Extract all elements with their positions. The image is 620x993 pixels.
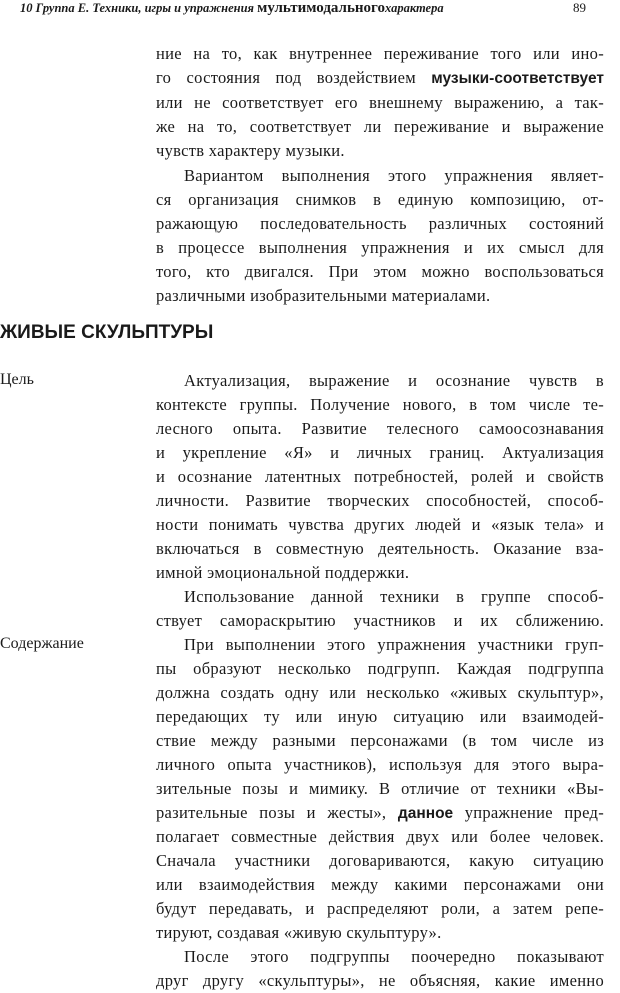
text-line: ражающую последовательность различных состояний	[156, 214, 604, 233]
text-line: включаться в совместную деятельность. Оказание вза-	[156, 539, 604, 558]
text-line: передающих ту или иную ситуацию или взаимодей-	[156, 707, 604, 726]
text-line: Вариантом выполнения этого упражнения являет-	[184, 166, 604, 185]
text-line: пы образуют несколько подгрупп. Каждая подгруппа	[156, 659, 604, 678]
text-line: чувств характеру музыки.	[156, 141, 345, 160]
text-line: Использование данной техники в группе способ-	[184, 587, 604, 606]
text-line: тируют, создавая «живую скульптуру».	[156, 923, 442, 942]
text-line: личного опыта участников), используя для этого выра-	[156, 755, 604, 774]
text-line: полагает совместные действия двух или более человек.	[156, 827, 604, 846]
text-line: Сначала участники договариваются, какую ситуацию	[156, 851, 604, 870]
text-line: имной эмоциональной поддержки.	[156, 563, 410, 582]
text-line: ние на то, как внутреннее переживание того или ино-	[156, 44, 604, 63]
text-line: или взаимодействия между какими персонажами они	[156, 875, 604, 894]
goal-label: Цель	[0, 371, 34, 388]
text-line: различными изобразительными материалами.	[156, 286, 491, 305]
page-number: 89	[573, 0, 586, 15]
text-line: личности. Развитие творческих способностей, способ-	[156, 491, 604, 510]
text-line: го состояния под воздействием музыки-соответствует	[156, 68, 604, 87]
text-line: лесного опыта. Развитие телесного самоосознавания	[156, 419, 604, 438]
section-title: ЖИВЫЕ СКУЛЬПТУРЫ	[0, 322, 214, 343]
text-line: При выполнении этого упражнения участники груп-	[184, 635, 604, 654]
text-line: ности понимать чувства других людей и «язык тела» и	[156, 515, 604, 534]
text-line: того, кто двигался. При этом можно воспользоваться	[156, 262, 604, 281]
text-line: зительные позы и мимику. В отличие от техники «Вы-	[156, 779, 604, 798]
text-line: же на то, соответствует ли переживание и выражение	[156, 117, 604, 136]
header-title: 10 Группа Е. Техники, игры и упражнения мультимодальногохарактера	[20, 0, 444, 16]
text-line: друг другу «скульптуры», не объясняя, какие именно	[156, 971, 604, 990]
content-label: Содержание	[0, 635, 84, 652]
text-line: ся организация снимков в единую композицию, от-	[156, 190, 604, 209]
running-header	[20, 0, 600, 22]
text-line: ствие между разными персонажами (в том числе из	[156, 731, 604, 750]
text-line: должна создать одну или несколько «живых скульптур»,	[156, 683, 604, 702]
text-line: разительные позы и жесты», данное упражнение пред-	[156, 803, 604, 822]
text-line: После этого подгруппы поочередно показывают	[184, 947, 604, 966]
text-line: в процессе выполнения упражнения и их смысл для	[156, 238, 604, 257]
text-line: и укрепление «Я» и личных границ. Актуализация	[156, 443, 604, 462]
text-line: Актуализация, выражение и осознание чувств в	[184, 371, 604, 390]
text-line: контексте группы. Получение нового, в том числе те-	[156, 395, 604, 414]
text-line: и осознание латентных потребностей, ролей и свойств	[156, 467, 604, 486]
text-line: ствует самораскрытию участников и их сближению.	[156, 611, 604, 630]
text-line: будут передавать, и распределяют роли, а затем репе-	[156, 899, 604, 918]
text-line: или не соответствует его внешнему выражению, а так-	[156, 93, 604, 112]
